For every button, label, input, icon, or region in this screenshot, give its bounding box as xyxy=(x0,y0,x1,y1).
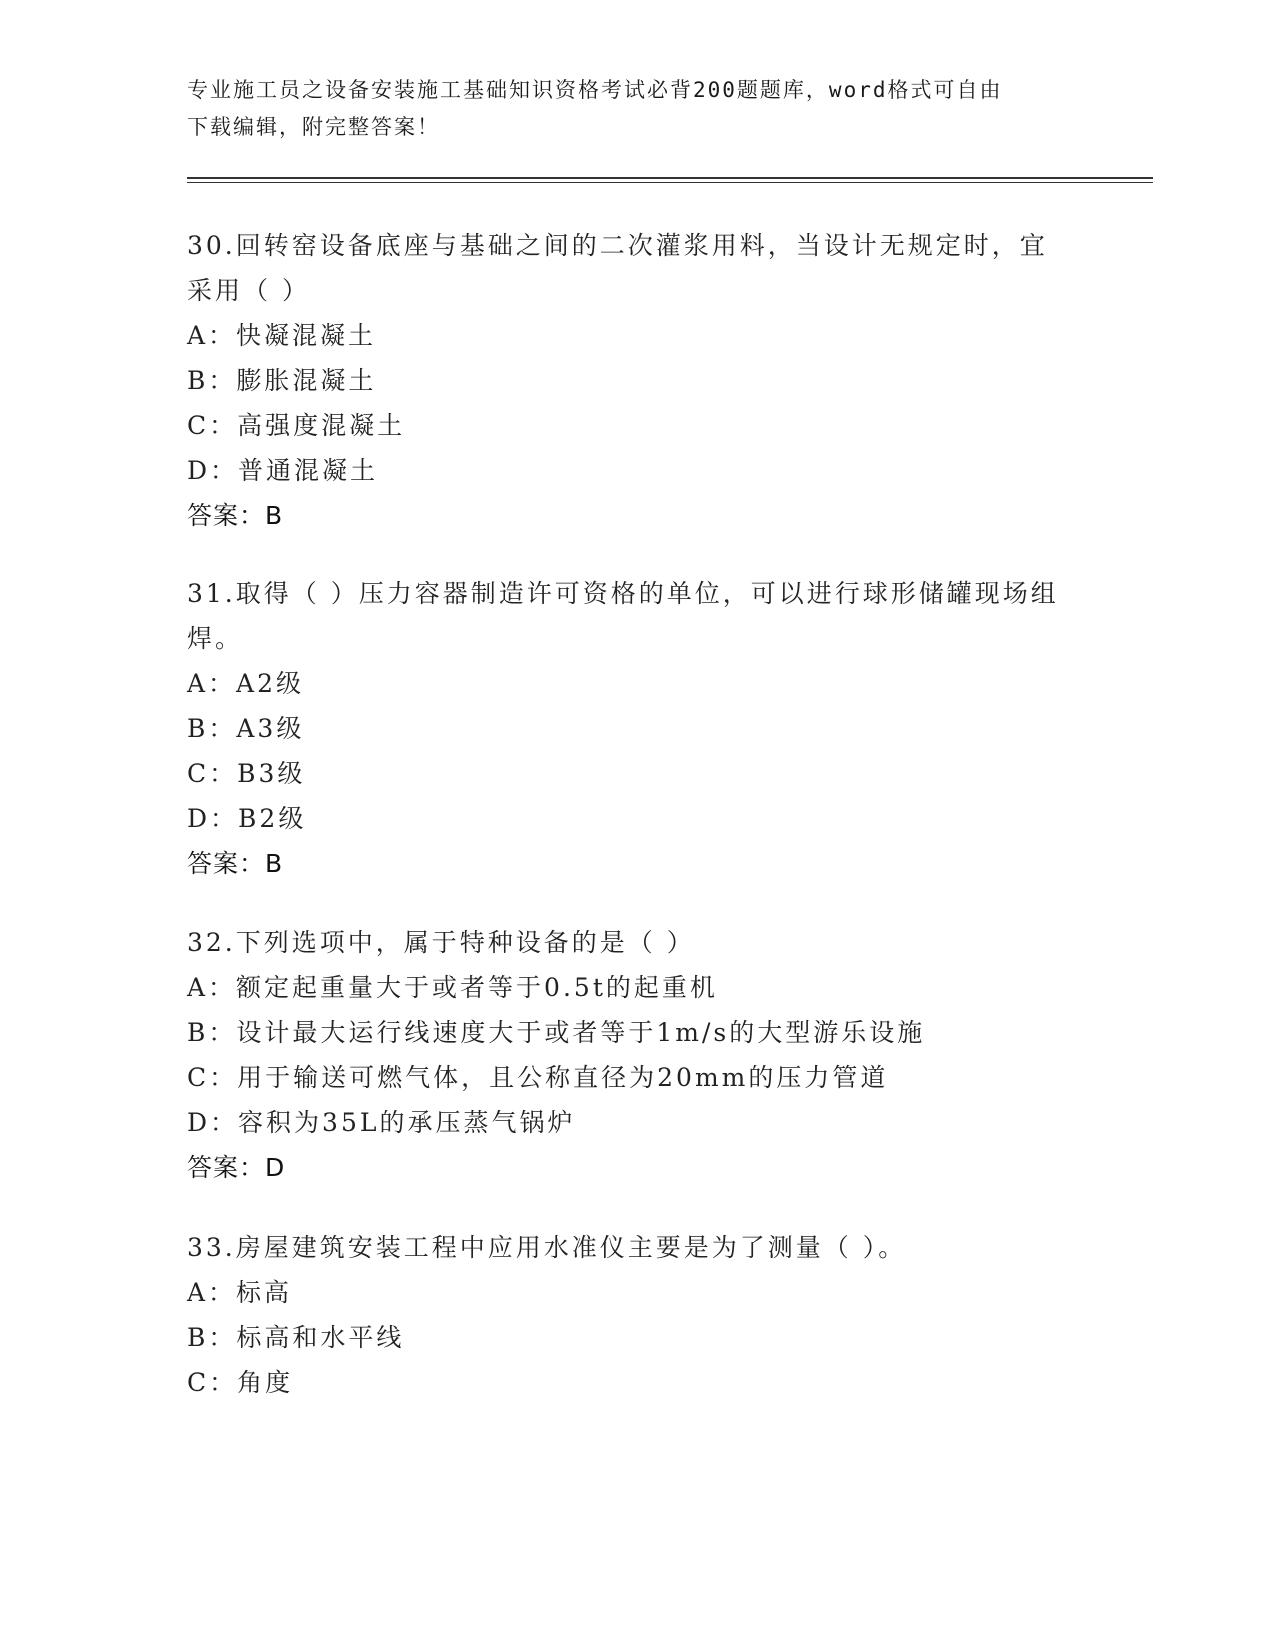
option-c: C：用于输送可燃气体，且公称直径为20mm的压力管道 xyxy=(187,1063,889,1092)
answer: 答案：B xyxy=(187,501,284,530)
option-a: A：A2级 xyxy=(187,669,305,698)
option-b: B：A3级 xyxy=(187,714,305,743)
question-stem: 31.取得（ ）压力容器制造许可资格的单位，可以进行球形储罐现场组焊。 xyxy=(187,579,1059,653)
option-b: B：标高和水平线 xyxy=(187,1323,405,1352)
option-d: D：普通混凝土 xyxy=(187,456,379,485)
question-stem: 32.下列选项中，属于特种设备的是（ ） xyxy=(187,928,695,957)
question-33 xyxy=(187,1225,1087,1405)
option-b: B：膨胀混凝土 xyxy=(187,366,377,395)
option-b: B：设计最大运行线速度大于或者等于1m/s的大型游乐设施 xyxy=(187,1018,926,1047)
document-header xyxy=(187,72,1067,146)
question-32 xyxy=(187,920,1087,1190)
answer: 答案：B xyxy=(187,849,284,878)
header-line-2: 下载编辑，附完整答案！ xyxy=(187,115,440,139)
option-c: C：B3级 xyxy=(187,759,306,788)
header-divider xyxy=(187,177,1153,183)
answer: 答案：D xyxy=(187,1153,286,1182)
option-a: A：额定起重量大于或者等于0.5t的起重机 xyxy=(187,973,718,1002)
question-31 xyxy=(187,571,1087,886)
question-stem: 33.房屋建筑安装工程中应用水准仪主要是为了测量（ ）。 xyxy=(187,1233,907,1262)
question-30 xyxy=(187,223,1087,538)
option-a: A：快凝混凝土 xyxy=(187,321,377,350)
option-a: A：标高 xyxy=(187,1278,293,1307)
option-d: D：容积为35L的承压蒸气锅炉 xyxy=(187,1108,576,1137)
option-d: D：B2级 xyxy=(187,804,307,833)
option-c: C：高强度混凝土 xyxy=(187,411,406,440)
option-c: C：角度 xyxy=(187,1368,294,1397)
header-line-1: 专业施工员之设备安装施工基础知识资格考试必背200题题库，word格式可自由 xyxy=(187,78,1003,102)
question-stem: 30.回转窑设备底座与基础之间的二次灌浆用料，当设计无规定时，宜采用（ ） xyxy=(187,231,1048,305)
